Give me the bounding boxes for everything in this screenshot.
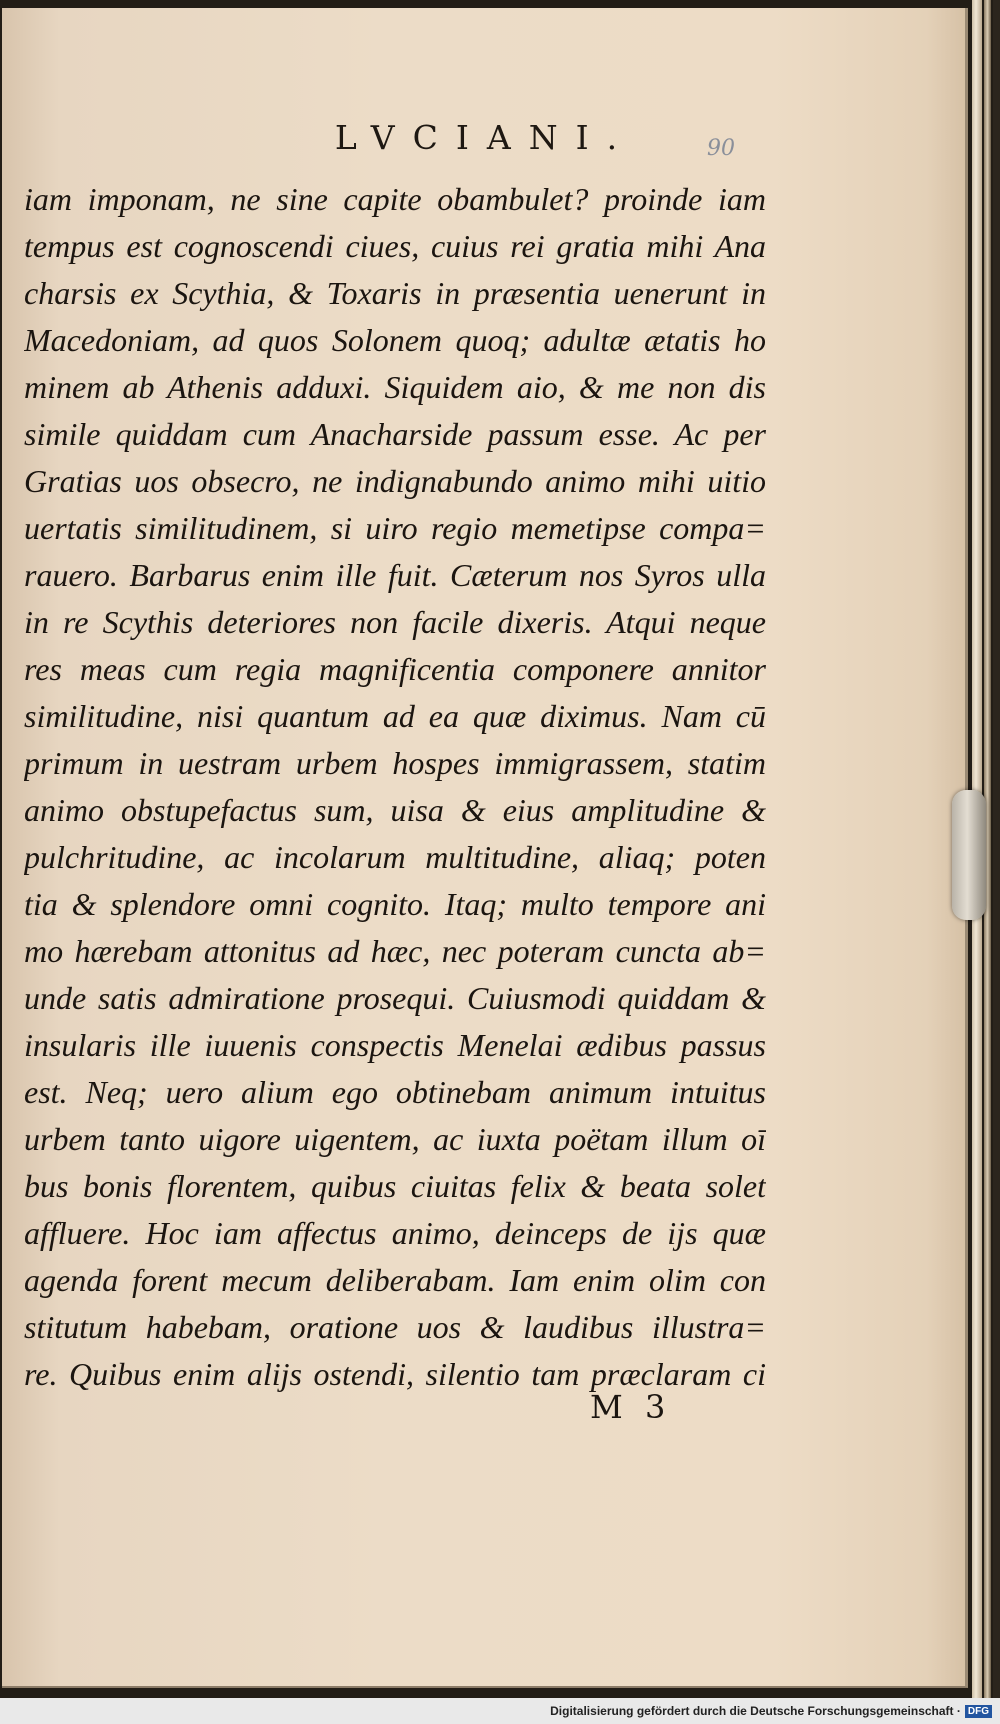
text-line: stitutum habebam, oratione uos & laudibus illustra= xyxy=(24,1309,766,1345)
text-line: agenda forent mecum deliberabam. Iam enim olim con xyxy=(24,1262,766,1298)
text-line: Macedoniam, ad quos Solonem quoq; adultæ ætatis ho xyxy=(24,322,766,358)
text-line: simile quiddam cum Anacharside passum esse. Ac per xyxy=(24,416,766,452)
text-line: animo obstupefactus sum, uisa & eius amplitudine & xyxy=(24,792,766,828)
text-line: primum in uestram urbem hospes immigrassem, statim xyxy=(24,745,766,781)
text-line: urbem tanto uigore uigentem, ac iuxta poëtam illum oī xyxy=(24,1121,766,1157)
text-line: insularis ille iuuenis conspectis Menelai ædibus passus xyxy=(24,1027,766,1063)
text-line: unde satis admiratione prosequi. Cuiusmodi quiddam & xyxy=(24,980,766,1016)
book-page xyxy=(2,8,968,1688)
text-line: affluere. Hoc iam affectus animo, deinceps de ijs quæ xyxy=(24,1215,766,1251)
text-line: pulchritudine, ac incolarum multitudine, aliaq; poten xyxy=(24,839,766,875)
footer-bar: Digitalisierung gefördert durch die Deutsche Forschungsgemeinschaft · DFG xyxy=(0,1698,1000,1724)
text-line: est. Neq; uero alium ego obtinebam animum intuitus xyxy=(24,1074,766,1110)
text-line: mo hærebam attonitus ad hæc, nec poteram cuncta ab= xyxy=(24,933,766,969)
text-line: bus bonis florentem, quibus ciuitas felix & beata solet xyxy=(24,1168,766,1204)
text-line: tempus est cognoscendi ciues, cuius rei gratia mihi Ana xyxy=(24,228,766,264)
pencil-folio-number: 90 xyxy=(707,136,735,161)
text-line: tia & splendore omni cognito. Itaq; multo tempore ani xyxy=(24,886,766,922)
text-line: charsis ex Scythia, & Toxaris in præsentia uenerunt in xyxy=(24,275,766,311)
signature-mark: M 3 xyxy=(590,1388,672,1426)
text-line: res meas cum regia magnificentia componere annitor xyxy=(24,651,766,687)
dfg-logo: DFG xyxy=(965,1705,992,1718)
running-header: LVCIANI. xyxy=(334,118,636,157)
text-line: minem ab Athenis adduxi. Siquidem aio, & me non dis xyxy=(24,369,766,405)
text-line: re. Quibus enim alijs ostendi, silentio tam præclaram ci xyxy=(24,1356,766,1392)
text-line: similitudine, nisi quantum ad ea quæ diximus. Nam cū xyxy=(24,698,766,734)
text-line: iam imponam, ne sine capite obambulet? proinde iam xyxy=(24,181,766,217)
text-line: Gratias uos obsecro, ne indignabundo animo mihi uitio xyxy=(24,463,766,499)
text-line: in re Scythis deteriores non facile dixeris. Atqui neque xyxy=(24,604,766,640)
book-edge xyxy=(993,0,1000,1724)
body-text xyxy=(24,176,766,1398)
text-line: rauero. Barbarus enim ille fuit. Cæterum nos Syros ulla xyxy=(24,557,766,593)
text-line: uertatis similitudinem, si uiro regio memetipse compa= xyxy=(24,510,766,546)
clasp-tab xyxy=(952,790,986,920)
funding-credit: Digitalisierung gefördert durch die Deutsche Forschungsgemeinschaft xyxy=(550,1704,954,1718)
